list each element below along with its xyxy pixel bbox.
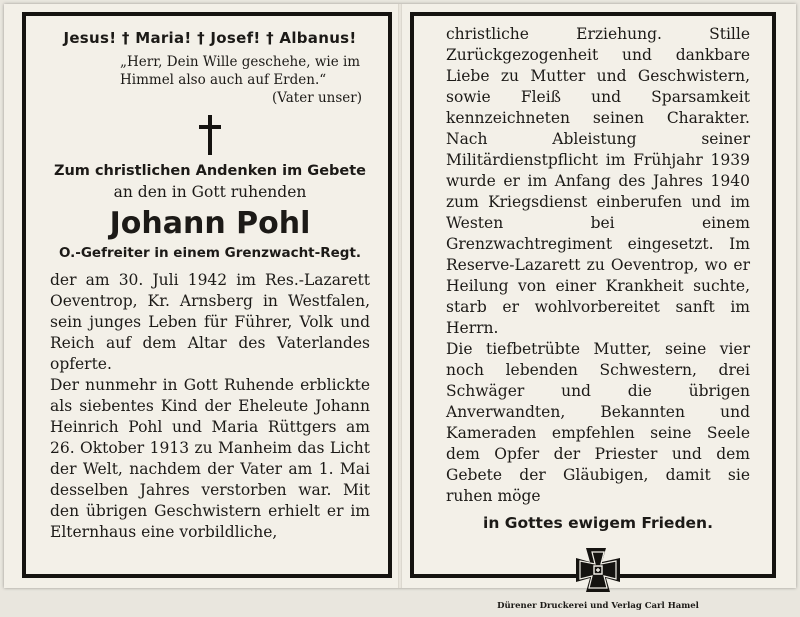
military-rank: O.-Gefreiter in einem Grenzwacht-Regt. (58, 245, 362, 261)
quote-line: Himmel also auch auf Erden.“ (120, 72, 327, 88)
saints-invocation: Jesus! † Maria! † Josef! † Albanus! (63, 29, 357, 47)
mourners-paragraph: Die tiefbetrübte Mutter, seine vier noch lebenden Schwestern, drei Schwäger und die übrigen Anverwandten, Bekannten und Kameraden empfehlen seine Seele dem Opfer der Priester und dem Gebete der Gläubigen, damit sie ruhen möge (446, 340, 750, 505)
card-fold (398, 4, 402, 588)
printer-imprint: Dürener Druckerei und Verlag Carl Hamel (497, 601, 699, 611)
prayer-quote (120, 53, 362, 89)
left-page (22, 12, 392, 578)
biography-continued: christliche Erziehung. Stille Zurückgezogenheit und dankbare Liebe zu Mutter und Geschwistern, sowie Fleiß und Sparsamkeit kennzeichneten seinen Charakter. Nach Ableistung seiner Militärdienstpflicht im Frühjahr 1939 wurde er im Anfang des Jahres 1940 zum Kriegsdienst einberufen und im Westen bei einem Grenzwachtregiment eingesetzt. Im Reserve-Lazarett zu Oeventrop, wo er Heilung von einer Krankheit suchte, starb er wohlvorbereitet sanft im Herrn. (446, 25, 750, 337)
memory-heading: Zum christlichen Andenken im Gebete (53, 163, 367, 179)
quote-source: (Vater unser) (271, 90, 362, 106)
latin-cross-icon (50, 115, 370, 155)
closing-line: in Gottes ewigem Frieden. (483, 514, 713, 532)
right-page (410, 12, 776, 611)
biography-paragraph: Der nunmehr in Gott Ruhende erblickte als siebentes Kind der Eheleute Johann Heinrich Pohl und Maria Rüttgers am 26. Oktober 1913 zu Manheim das Licht der Welt, nachdem der Vater am 1. Mai desselben Jahres verstorben war. Mit den übrigen Geschwistern erhielt er im Elternhaus eine vorbildliche, (50, 376, 370, 541)
intro-line: an den in Gott ruhenden (113, 183, 307, 201)
iron-cross-icon (576, 548, 620, 592)
death-paragraph: der am 30. Juli 1942 im Res.-Lazarett Oeventrop, Kr. Arnsberg in Westfalen, sein junges Leben für Führer, Volk und Reich auf dem Altar des Vaterlandes opferte. (50, 271, 370, 373)
quote-line: „Herr, Dein Wille geschehe, wie im (120, 54, 361, 70)
deceased-name: Johann Pohl (109, 206, 311, 241)
